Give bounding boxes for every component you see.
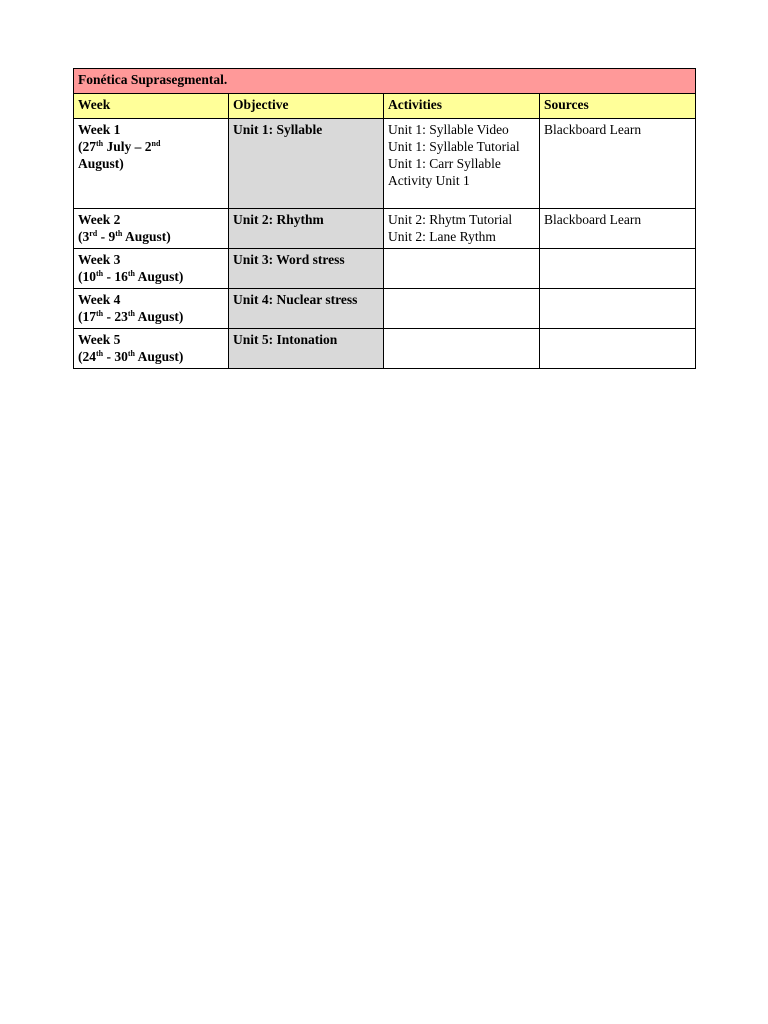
- week-label: Week 3: [78, 252, 121, 267]
- header-objective: Objective: [229, 94, 384, 119]
- end-day: 23: [114, 309, 128, 324]
- end-suffix: th: [127, 269, 135, 278]
- table-row: [74, 249, 696, 289]
- week-dates: (24th - 30th August): [78, 349, 184, 364]
- header-sources: Sources: [540, 94, 696, 119]
- table-title-row: [74, 69, 696, 94]
- start-day: 17: [82, 309, 96, 324]
- week-label: Week 4: [78, 292, 121, 307]
- activities-cell: [384, 289, 540, 329]
- objective-cell: Unit 1: Syllable: [229, 119, 384, 209]
- start-day: 3: [82, 229, 90, 244]
- objective-cell: Unit 5: Intonation: [229, 329, 384, 369]
- week-cell: [74, 249, 229, 289]
- start-suffix: th: [96, 139, 104, 148]
- end-day: 9: [108, 229, 116, 244]
- end-suffix: nd: [151, 139, 161, 148]
- table-row: [74, 209, 696, 249]
- end-day: 16: [114, 269, 128, 284]
- header-activities: Activities: [384, 94, 540, 119]
- table-title: Fonética Suprasegmental.: [74, 69, 696, 94]
- start-suffix: rd: [89, 229, 98, 238]
- objective-cell: Unit 2: Rhythm: [229, 209, 384, 249]
- end-day: 30: [114, 349, 128, 364]
- activity-item: Unit 2: Rhytm Tutorial: [388, 212, 513, 227]
- sources-cell: [540, 289, 696, 329]
- week-cell: [74, 119, 229, 209]
- activities-cell: [384, 329, 540, 369]
- week-label: Week 5: [78, 332, 121, 347]
- sources-cell: Blackboard Learn: [540, 119, 696, 209]
- sources-cell: Blackboard Learn: [540, 209, 696, 249]
- objective-cell: Unit 4: Nuclear stress: [229, 289, 384, 329]
- sources-cell: [540, 249, 696, 289]
- activity-item: Unit 2: Lane Rythm: [388, 229, 496, 244]
- activity-item: Unit 1: Syllable Video: [388, 122, 509, 137]
- start-day: 27: [82, 139, 96, 154]
- end-month: August): [135, 269, 184, 284]
- end-month: August): [135, 349, 184, 364]
- start-month: July –: [103, 139, 145, 154]
- header-week: Week: [74, 94, 229, 119]
- table-header-row: [74, 94, 696, 119]
- table-row: [74, 289, 696, 329]
- table-row: [74, 329, 696, 369]
- start-suffix: th: [96, 349, 104, 358]
- end-suffix: th: [127, 349, 135, 358]
- week-dates: (3rd - 9th August): [78, 229, 171, 244]
- start-suffix: th: [96, 269, 104, 278]
- end-suffix: th: [115, 229, 123, 238]
- start-day: 24: [82, 349, 96, 364]
- activities-cell: [384, 249, 540, 289]
- activity-item: Unit 1: Syllable Tutorial: [388, 139, 520, 154]
- week-label: Week 1: [78, 122, 121, 137]
- end-month: August): [135, 309, 184, 324]
- activity-item: Unit 1: Carr Syllable Activity Unit 1: [388, 156, 501, 188]
- end-day: 2: [144, 139, 152, 154]
- week-cell: [74, 329, 229, 369]
- week-dates: (17th - 23th August): [78, 309, 184, 324]
- week-dates: (10th - 16th August): [78, 269, 184, 284]
- activities-cell: [384, 209, 540, 249]
- table-row: [74, 119, 696, 209]
- activities-cell: [384, 119, 540, 209]
- week-label: Week 2: [78, 212, 121, 227]
- week-cell: [74, 209, 229, 249]
- course-schedule-table: [73, 68, 696, 369]
- objective-cell: Unit 3: Word stress: [229, 249, 384, 289]
- end-suffix: th: [127, 309, 135, 318]
- start-suffix: th: [96, 309, 104, 318]
- start-day: 10: [82, 269, 96, 284]
- end-month: August): [78, 156, 124, 171]
- week-cell: [74, 289, 229, 329]
- end-month: August): [122, 229, 171, 244]
- week-dates: (27th July – 2nd: [78, 139, 161, 154]
- sources-cell: [540, 329, 696, 369]
